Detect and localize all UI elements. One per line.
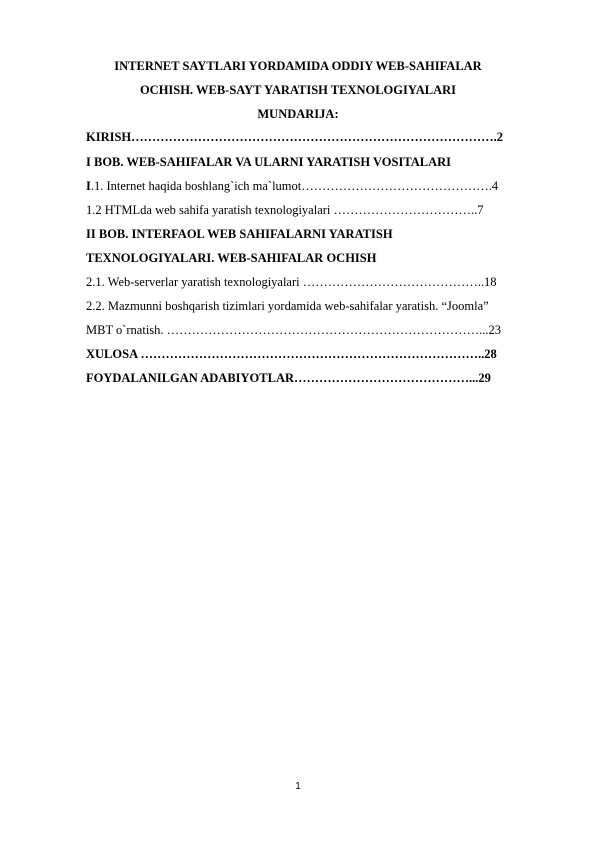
document-title-line-1: INTERNET SAYTLARI YORDAMIDA ODDIY WEB-SAHIFALAR: [114, 59, 482, 73]
toc-entry-chapter-1: I BOB. WEB-SAHIFALAR VA ULARNI YARATISH VOSITALARI: [86, 155, 452, 169]
contents-heading: MUNDARIJA:: [257, 107, 339, 121]
toc-entry-2-1: 2.1. Web-serverlar yaratish texnologiyalari ……………………………………..18: [86, 275, 497, 289]
toc-entry-kirish: KIRISH…………………………………………………………………………….2: [86, 130, 504, 144]
toc-entry-references: FOYDALANILGAN ADABIYOTLAR……………………………………...29: [86, 371, 491, 385]
toc-entry-1-1: [86, 178, 552, 194]
document-title-line-2: OCHISH. WEB-SAYT YARATISH TEXNOLOGIYALARI: [139, 83, 457, 97]
toc-entry-chapter-2-line-2: TEXNOLOGIYALARI. WEB-SAHIFALAR OCHISH: [86, 251, 377, 265]
toc-entry-chapter-2-line-1: II BOB. INTERFAOL WEB SAHIFALARNI YARATISH: [86, 227, 393, 241]
toc-entry-xulosa: XULOSA ………………………………………………………………………..28: [86, 347, 497, 361]
toc-entry-2-2-line-1: 2.2. Mazmunni boshqarish tizimlari yordamida web-sahifalar yaratish. “Joomla”: [86, 299, 489, 313]
toc-entry-1-1-text: .1. Internet haqida boshlang`ich ma`lumot……………………………………….4: [90, 179, 499, 193]
page-number: 1: [295, 781, 301, 792]
toc-entry-1-1-number: I: [86, 179, 91, 193]
toc-entry-1-2: 1.2 HTMLda web sahifa yaratish texnologiyalari ……………………………..7: [86, 203, 484, 217]
toc-entry-2-2-line-2: MBT o`rnatish. …………………………………………………………………...23: [86, 323, 502, 337]
